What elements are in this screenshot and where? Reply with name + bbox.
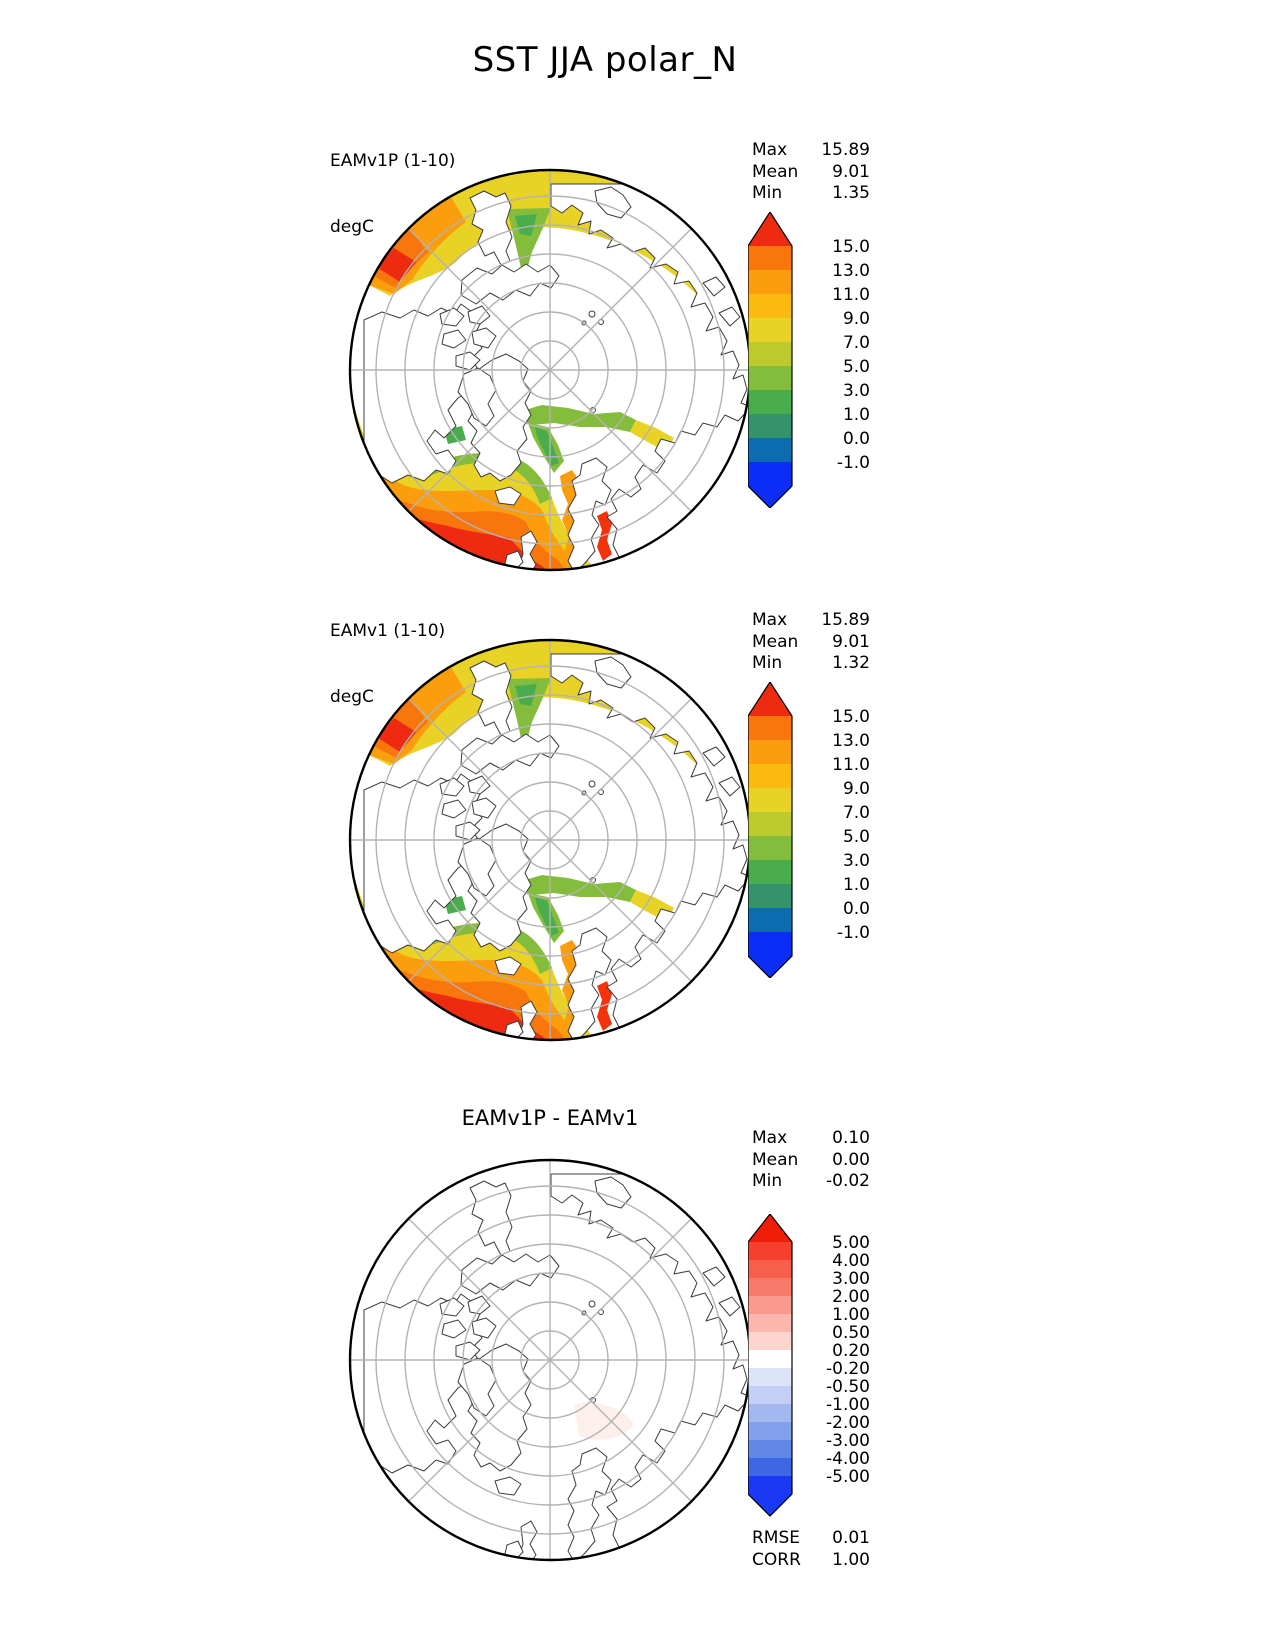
- stat-label: Mean: [752, 161, 799, 182]
- stat-value: 1.32: [832, 653, 870, 673]
- stat-row: [752, 653, 870, 675]
- stat-label: CORR: [752, 1549, 801, 1570]
- panel1-stats: [752, 140, 870, 205]
- colorbar-tick-label: -5.00: [826, 1467, 870, 1487]
- stat-value: -0.02: [826, 1171, 870, 1191]
- stat-label: Min: [752, 1171, 783, 1191]
- colorbar-svg: [748, 212, 878, 508]
- graticule: [350, 1160, 750, 1560]
- colorbar-tick-label: 1.0: [842, 875, 870, 895]
- colorbar-tick-label: 7.0: [842, 333, 870, 353]
- colorbar-tick-labels: [832, 707, 870, 943]
- colorbar-tick-label: -2.00: [826, 1413, 870, 1433]
- stat-label: Max: [752, 140, 788, 160]
- colorbar-tick-label: 9.0: [842, 779, 870, 799]
- colorbar-tick-label: 2.00: [832, 1287, 870, 1307]
- colorbar-tick-label: 11.0: [832, 755, 870, 775]
- map-content: [344, 1154, 756, 1566]
- figure-title: SST JJA polar_N: [472, 40, 738, 80]
- colorbar-tick-label: -1.00: [826, 1395, 870, 1415]
- stat-row: [752, 1128, 870, 1150]
- colorbar-eamv1p: [748, 212, 878, 508]
- colorbar-tick-label: 0.20: [832, 1341, 870, 1361]
- stat-label: Max: [752, 610, 788, 630]
- colorbar-diff: [748, 1214, 878, 1520]
- colorbar-svg: [748, 1214, 878, 1520]
- colorbar-tick-labels: [832, 237, 870, 473]
- panel3-title: EAMv1P - EAMv1: [461, 1106, 639, 1130]
- graticule: [350, 170, 750, 570]
- map-content: [344, 164, 756, 576]
- stat-label: Max: [752, 1128, 788, 1148]
- colorbar-tick-label: 15.0: [832, 707, 870, 727]
- panel2-units-label: degC: [330, 687, 374, 707]
- map-eamv1p: [344, 164, 756, 576]
- colorbar-tick-label: 4.00: [832, 1251, 870, 1271]
- stat-row: [752, 1171, 870, 1193]
- colorbar-tick-label: -1.0: [836, 453, 870, 473]
- colorbar-tick-label: 5.00: [832, 1233, 870, 1253]
- stat-value: 9.01: [832, 631, 870, 652]
- colorbar-tick-label: 1.0: [842, 405, 870, 425]
- stat-value: 1.00: [832, 1549, 870, 1570]
- stat-label: RMSE: [752, 1528, 801, 1548]
- colorbar-tick-label: -0.50: [826, 1377, 870, 1397]
- colorbar-tick-label: 9.0: [842, 309, 870, 329]
- stat-row: [752, 183, 870, 205]
- colorbar-tick-label: -4.00: [826, 1449, 870, 1469]
- colorbar-tick-label: 3.0: [842, 381, 870, 401]
- colorbar-tick-label: 0.0: [842, 429, 870, 449]
- polar-map-svg: [344, 1154, 756, 1566]
- colorbar-tick-label: -3.00: [826, 1431, 870, 1451]
- stat-row: [752, 1550, 870, 1572]
- stat-value: 9.01: [832, 161, 870, 182]
- colorbar-tick-label: 1.00: [832, 1305, 870, 1325]
- polar-map-svg: [344, 164, 756, 576]
- map-eamv1: [344, 634, 756, 1046]
- colorbar-body: [748, 682, 792, 978]
- stat-row: [752, 1150, 870, 1172]
- colorbar-eamv1: [748, 682, 878, 978]
- colorbar-tick-label: 5.0: [842, 357, 870, 377]
- panel1-units-label: degC: [330, 217, 374, 237]
- colorbar-tick-label: -1.0: [836, 923, 870, 943]
- colorbar-tick-label: 15.0: [832, 237, 870, 257]
- stat-row: [752, 1528, 870, 1550]
- map-content: [344, 634, 756, 1046]
- stat-value: 15.89: [821, 610, 870, 630]
- panel3-footer-stats: [752, 1528, 870, 1571]
- colorbar-tick-label: 13.0: [832, 261, 870, 281]
- colorbar-body: [748, 1214, 792, 1516]
- stat-label: Mean: [752, 1149, 799, 1170]
- colorbar-tick-label: -0.20: [826, 1359, 870, 1379]
- polar-map-svg: [344, 634, 756, 1046]
- stat-row: [752, 162, 870, 184]
- colorbar-svg: [748, 682, 878, 978]
- map-diff: [344, 1154, 756, 1566]
- colorbar-tick-label: 3.00: [832, 1269, 870, 1289]
- panel2-model-label: EAMv1 (1-10): [330, 621, 446, 641]
- panel2-stats: [752, 610, 870, 675]
- stat-value: 15.89: [821, 140, 870, 160]
- stat-label: Mean: [752, 631, 799, 652]
- stat-row: [752, 140, 870, 162]
- stat-value: 0.01: [832, 1528, 870, 1548]
- colorbar-tick-label: 13.0: [832, 731, 870, 751]
- colorbar-tick-label: 5.0: [842, 827, 870, 847]
- stat-label: Min: [752, 183, 783, 203]
- stat-value: 0.10: [832, 1128, 870, 1148]
- panel1-model-label: EAMv1P (1-10): [330, 151, 456, 171]
- stat-row: [752, 610, 870, 632]
- colorbar-tick-labels: [826, 1233, 870, 1487]
- colorbar-tick-label: 0.50: [832, 1323, 870, 1343]
- colorbar-body: [748, 212, 792, 508]
- panel3-stats: [752, 1128, 870, 1193]
- graticule: [350, 640, 750, 1040]
- stat-row: [752, 632, 870, 654]
- stat-value: 0.00: [832, 1149, 870, 1170]
- colorbar-tick-label: 3.0: [842, 851, 870, 871]
- colorbar-tick-label: 7.0: [842, 803, 870, 823]
- stat-value: 1.35: [832, 183, 870, 203]
- colorbar-tick-label: 11.0: [832, 285, 870, 305]
- colorbar-tick-label: 0.0: [842, 899, 870, 919]
- stat-label: Min: [752, 653, 783, 673]
